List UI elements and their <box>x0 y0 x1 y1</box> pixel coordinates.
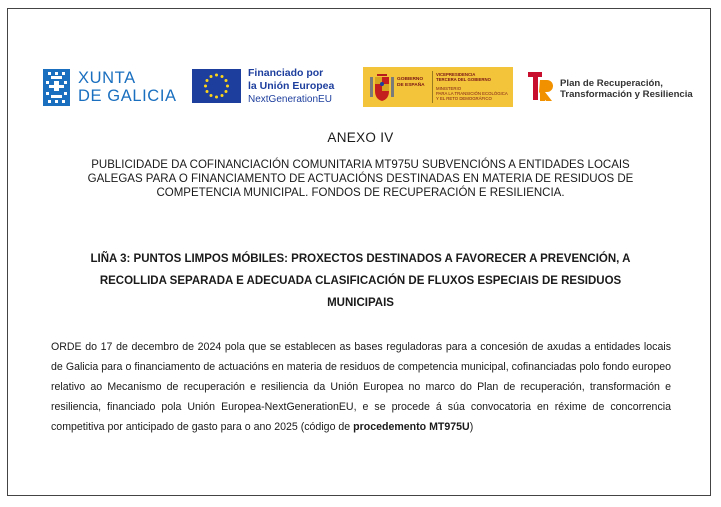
plan-line2: Transformación y Resiliencia <box>560 89 693 100</box>
xunta-line2: DE GALICIA <box>78 87 177 105</box>
min-line1: MINISTERIO <box>436 86 462 91</box>
gobierno-name <box>397 77 425 88</box>
vice-line1: VICEPRESIDENCIA <box>436 72 476 77</box>
line-heading-line: MUNICIPAIS <box>327 297 394 309</box>
subtitle-line: PUBLICIDADE DA COFINANCIACIÓN COMUNITARIA MT975U SUBVENCIÓNS A ENTIDADES LOCAIS <box>91 159 630 171</box>
xunta-logo <box>43 66 183 108</box>
annex-title: ANEXO IV <box>327 130 394 145</box>
vicepresidencia-text <box>436 72 491 82</box>
eu-wordmark <box>248 67 334 106</box>
eu-line1: Financiado por <box>248 67 324 79</box>
subtitle-line: COMPETENCIA MUNICIPAL. FONDOS DE RECUPERACIÓN E RESILIENCIA. <box>156 187 565 199</box>
plan-tr-icon <box>527 70 557 104</box>
gob-line1: GOBIERNO <box>397 77 424 82</box>
plan-wordmark <box>560 78 693 100</box>
line-heading-line: RECOLLIDA SEPARADA E ADECUADA CLASIFICACIÓN DE FLUXOS ESPECIAIS DE RESIDUOS <box>99 275 622 287</box>
gob-line2: DE ESPAÑA <box>397 82 425 88</box>
min-line3: Y EL RETO DEMOGRÁFICO <box>436 96 492 101</box>
ministerio-text <box>436 86 508 101</box>
eu-line2: la Unión Europea <box>248 80 335 92</box>
gobierno-divider <box>432 71 433 103</box>
procedure-code: procedemento MT975U <box>353 421 470 433</box>
min-line2: PARA LA TRANSICIÓN ECOLÓGICA <box>436 91 508 96</box>
spain-coat-of-arms-icon <box>369 71 395 103</box>
eu-flag-icon <box>192 69 241 103</box>
xunta-line1: XUNTA <box>78 69 136 87</box>
plan-recuperacion-logo <box>527 66 697 108</box>
order-text-end: ) <box>469 421 474 433</box>
gobierno-logo <box>363 67 513 107</box>
eu-logo <box>192 66 342 108</box>
xunta-emblem-icon <box>43 69 70 106</box>
order-text: ORDE do 17 de decembro de 2024 pola que se establecen as bases reguladoras para a concesión de axudas a entidades locais de Galicia para o financiamento de actuacións en materia de residuos de competencia municipal, cofinanciadas polo fondo europeo relativo ao Mecanismo de recuperación e resiliencia da Unión Europea no marco do Plan de recuperación, transformación e resiliencia, financiado pola Unión Europea-NextGenerationEU, e se procede á súa convocatoria en réxime de concorrencia competitiva por anticipado de gasto para o ano 2025 (código de <box>51 341 671 433</box>
subtitle-line: GALEGAS PARA O FINANCIAMENTO DE ACTUACIÓNS DESTINADAS EN MATERIA DE RESIDUOS DE <box>87 173 634 185</box>
eu-line3: NextGenerationEU <box>248 94 332 105</box>
line-heading <box>58 248 663 314</box>
line-heading-line: LIÑA 3: PUNTOS LIMPOS MÓBILES: PROXECTOS DESTINADOS A FAVORECER A PREVENCIÓN, A <box>90 253 631 265</box>
order-paragraph <box>51 337 671 437</box>
xunta-wordmark <box>78 69 177 105</box>
document-subtitle <box>58 158 663 200</box>
plan-line1: Plan de Recuperación, <box>560 78 663 89</box>
vice-line2: TERCERA DEL GOBIERNO <box>436 77 491 82</box>
logo-bar <box>0 66 721 108</box>
